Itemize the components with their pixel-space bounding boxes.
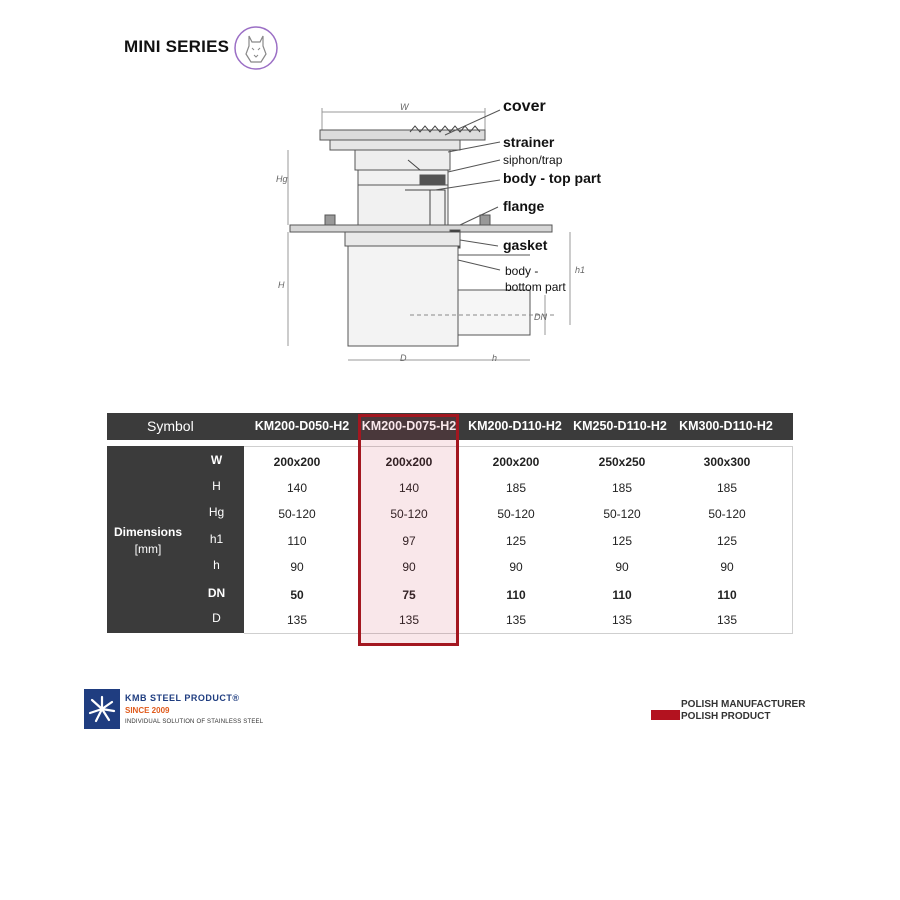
callout-body-bottom-1: body - (505, 264, 539, 278)
param-label: h (213, 558, 220, 572)
table-cell: 75 (402, 588, 416, 602)
table-cell: 90 (402, 560, 416, 574)
polish-flag-bar (651, 710, 680, 720)
model-header: KM200-D075-H2 (361, 419, 457, 433)
dimensions-label: Dimensions (113, 525, 182, 539)
table-cell: 50 (290, 588, 304, 602)
cat-logo-icon (232, 24, 280, 72)
company-tagline: INDIVIDUAL SOLUTION OF STAINLESS STEEL (125, 719, 264, 725)
highlighted-model-column (358, 414, 459, 646)
table-cell: 135 (286, 613, 308, 627)
dim-h1: h1 (575, 265, 586, 275)
table-cell: 185 (716, 481, 738, 495)
table-cell: 200x200 (273, 455, 321, 469)
table-cell: 110 (287, 534, 307, 548)
company-name: KMB STEEL PRODUCT® (125, 693, 240, 703)
dim-h-small: h (492, 353, 498, 363)
callout-gasket: gasket (503, 237, 548, 253)
callout-strainer: strainer (503, 134, 555, 150)
table-cell: 125 (716, 534, 738, 548)
table-cell: 110 (612, 588, 632, 602)
param-label: H (212, 479, 221, 493)
table-cell: 200x200 (492, 455, 540, 469)
table-cell: 135 (505, 613, 527, 627)
param-label: W (210, 453, 223, 467)
table-cell: 135 (398, 613, 420, 627)
model-header: KM300-D110-H2 (679, 419, 773, 433)
table-cell: 135 (611, 613, 633, 627)
dim-d: D (400, 353, 407, 363)
table-cell: 90 (509, 560, 523, 574)
callout-siphon: siphon/trap (503, 153, 563, 167)
table-cell: 50-120 (603, 507, 641, 521)
table-cell: 110 (717, 588, 737, 602)
table-cell: 185 (611, 481, 633, 495)
table-cell: 125 (611, 534, 633, 548)
model-header: KM250-D110-H2 (573, 419, 667, 433)
table-cell: 50-120 (278, 507, 316, 521)
series-title: MINI SERIES (124, 37, 230, 56)
model-header: KM200-D050-H2 (254, 419, 350, 433)
model-header: KM200-D110-H2 (468, 419, 562, 433)
dim-w: W (400, 102, 409, 112)
dimensions-column (107, 446, 244, 633)
table-cell: 90 (290, 560, 304, 574)
company-since: SINCE 2009 (125, 706, 170, 715)
dim-dn: DN (534, 312, 547, 322)
param-label: Hg (208, 505, 225, 519)
param-label: DN (207, 586, 226, 600)
table-cell: 90 (615, 560, 629, 574)
cross-section-drawing (270, 90, 600, 380)
callout-flange: flange (503, 198, 545, 214)
table-cell: 125 (505, 534, 527, 548)
table-cell: 50-120 (708, 507, 746, 521)
table-cell: 97 (402, 534, 416, 548)
polish-manufacturer-label: POLISH MANUFACTURER (681, 699, 806, 710)
table-cell: 50-120 (497, 507, 535, 521)
table-cell: 300x300 (703, 455, 751, 469)
symbol-header: Symbol (147, 418, 194, 434)
param-label: D (212, 611, 221, 625)
units-label: [mm] (134, 542, 162, 556)
callout-body-bottom-2: bottom part (505, 280, 566, 294)
table-cell: 250x250 (598, 455, 646, 469)
table-cell: 140 (286, 481, 308, 495)
table-cell: 200x200 (385, 455, 433, 469)
callout-body-top: body - top part (503, 170, 601, 186)
table-cell: 135 (716, 613, 738, 627)
table-cell: 90 (720, 560, 734, 574)
table-cell: 140 (398, 481, 420, 495)
dim-h: H (278, 280, 285, 290)
callout-cover: cover (503, 98, 546, 115)
kmb-logo-icon (84, 689, 120, 729)
param-label: h1 (209, 532, 224, 546)
dim-hg: Hg (276, 174, 288, 184)
table-cell: 185 (505, 481, 527, 495)
polish-product-label: POLISH PRODUCT (681, 711, 771, 722)
table-cell: 110 (506, 588, 526, 602)
values-grid (244, 446, 793, 634)
table-cell: 50-120 (390, 507, 428, 521)
